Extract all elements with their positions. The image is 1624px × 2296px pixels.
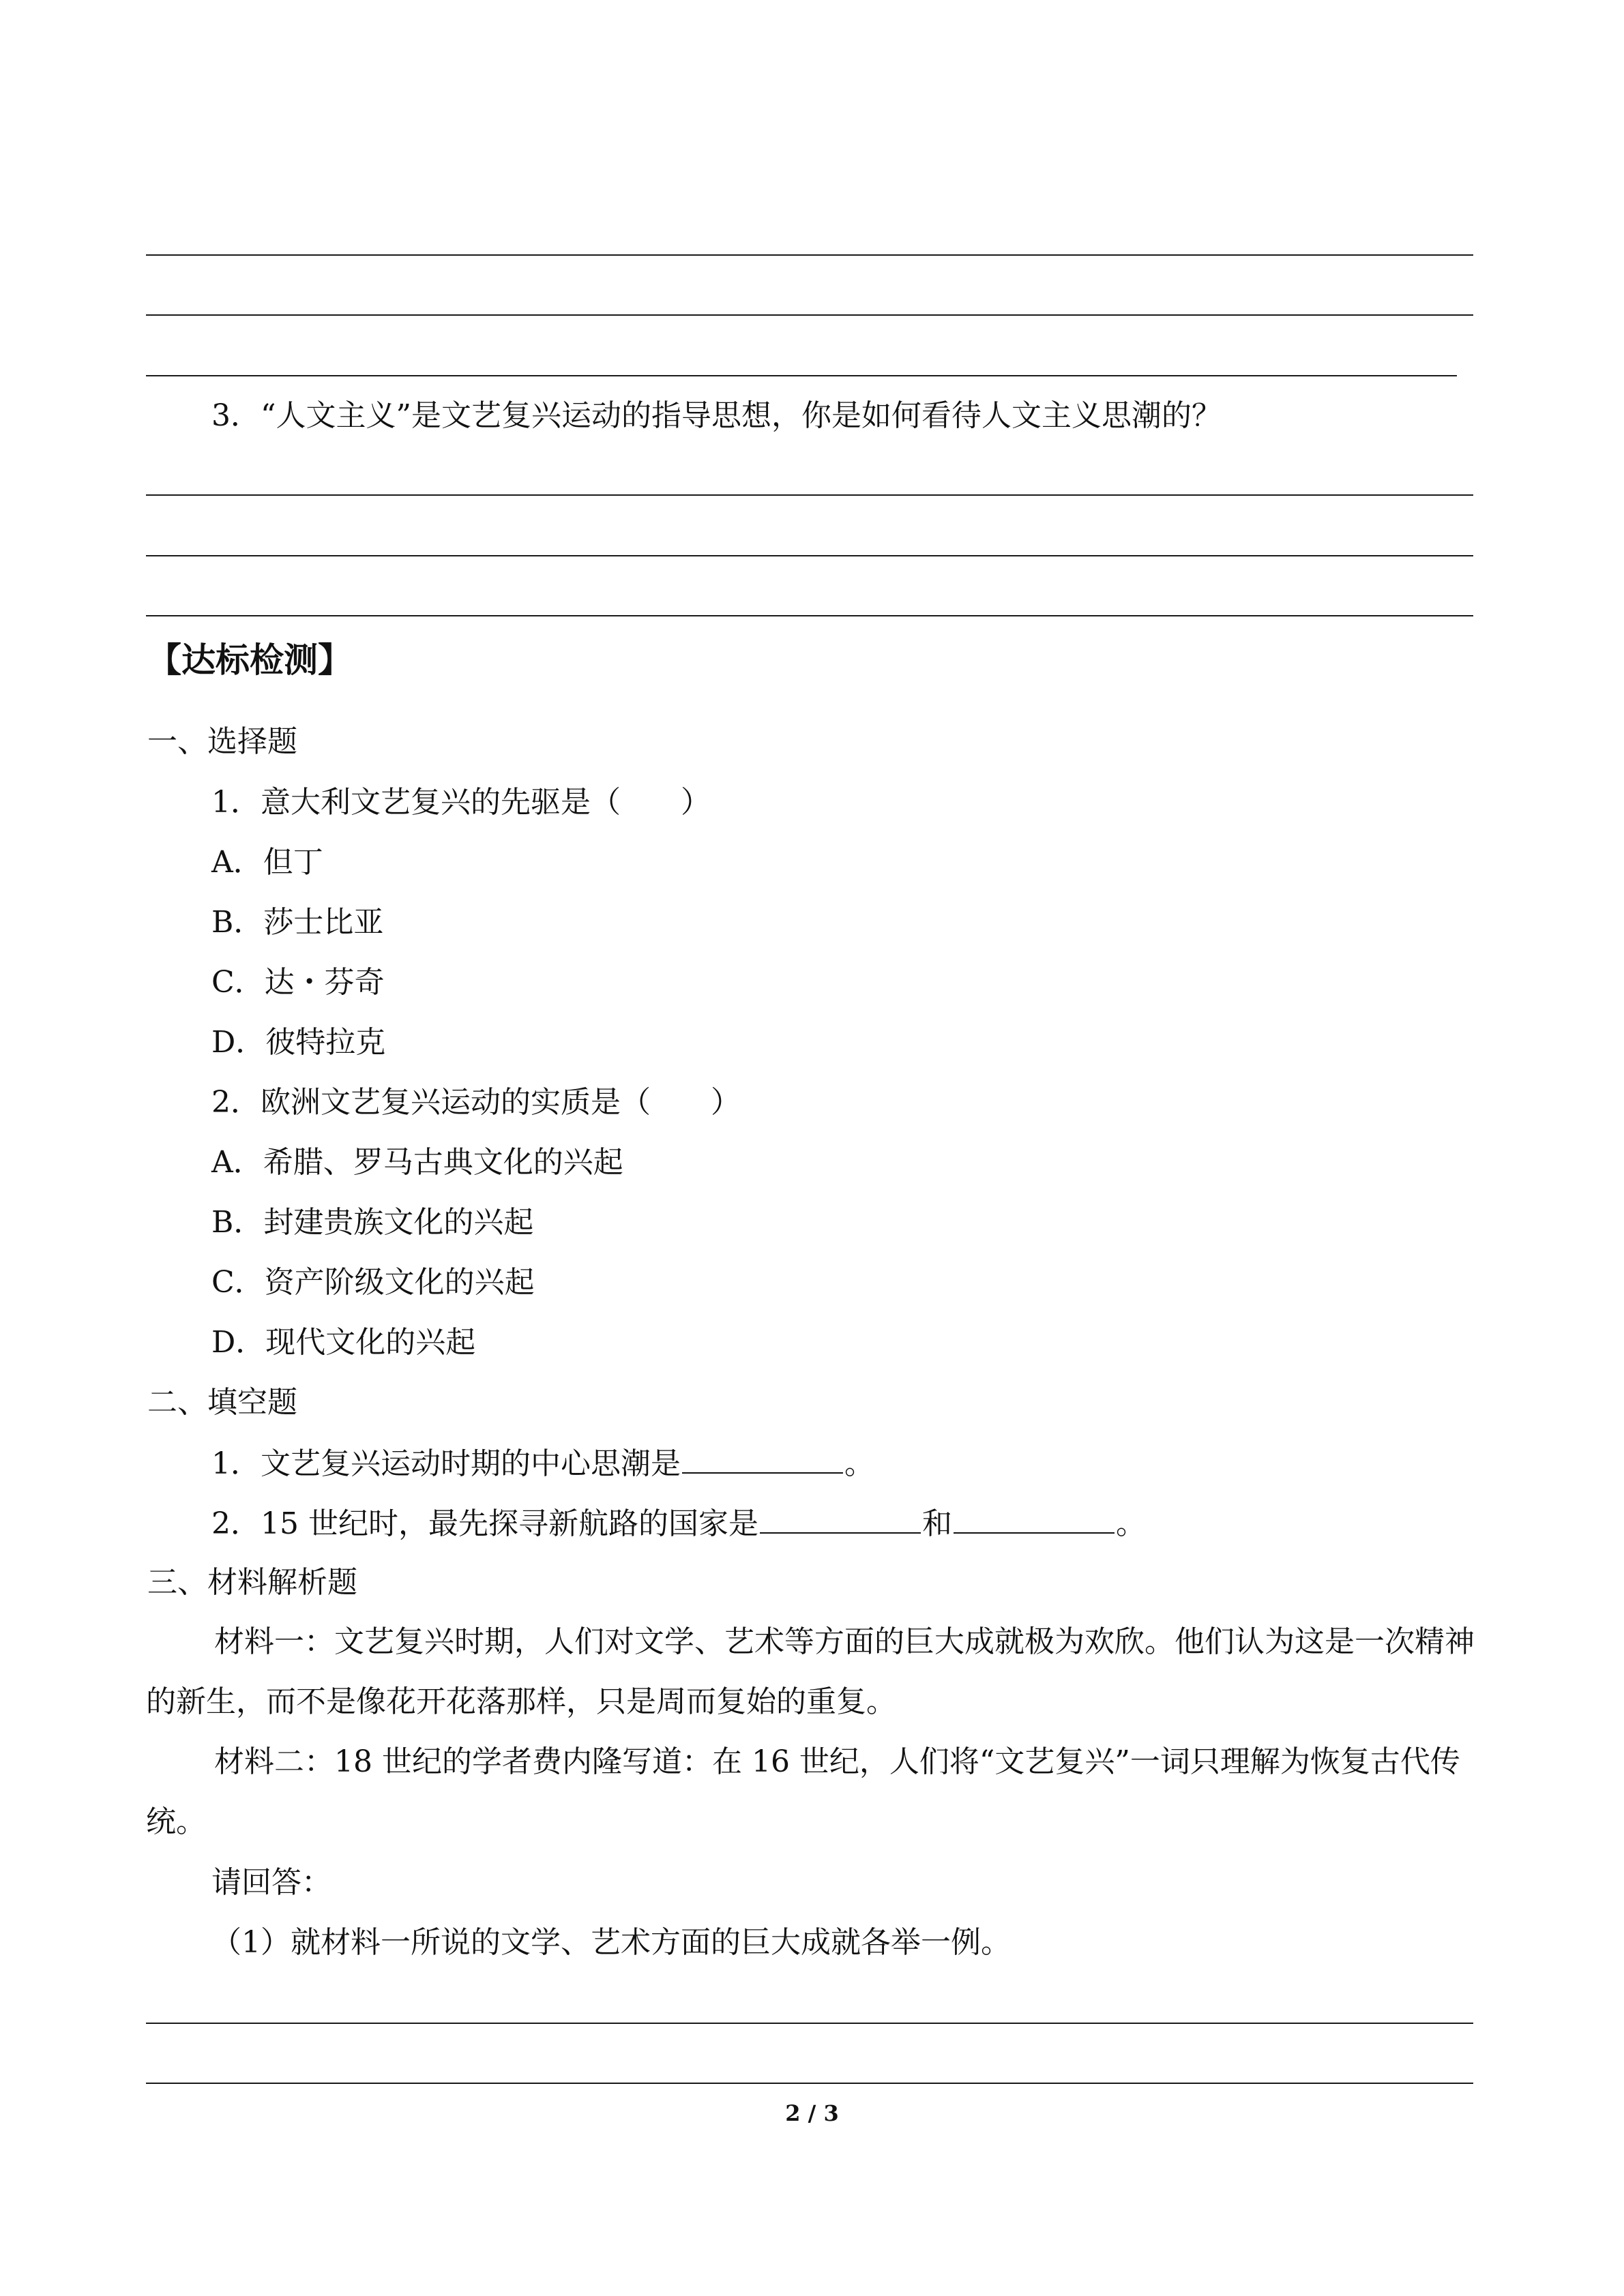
page-number: 2 / 3 — [785, 2100, 839, 2126]
mc-q2-stem: 2．欧洲文艺复兴运动的实质是（ ） — [211, 1085, 741, 1120]
part1-title: 一、选择题 — [147, 724, 297, 759]
answer-line — [146, 314, 1473, 316]
mc-q2-option-d: D．现代文化的兴起 — [211, 1325, 476, 1360]
part3-title: 三、材料解析题 — [147, 1565, 357, 1600]
answer-prompt: 请回答： — [211, 1865, 331, 1900]
fill-q1 — [211, 1442, 874, 1485]
material-1: 材料一：文艺复兴时期，人们对文学、艺术等方面的巨大成就极为欢欣。他们认为这是一次精神的新生，而不是像花开花落那样，只是周而复始的重复。 — [146, 1624, 1475, 1719]
subquestion-1: （1）就材料一所说的文学、艺术方面的巨大成就各举一例。 — [211, 1925, 1011, 1960]
material-2: 材料二：18 世纪的学者费内隆写道：在 16 世纪，人们将“文艺复兴”一词只理解为恢复古代传统。 — [146, 1744, 1460, 1839]
mc-q1-option-c: C．达・芬奇 — [211, 965, 385, 1000]
fill-blank[interactable] — [760, 1502, 921, 1534]
fill-q2-connector: 和 — [921, 1506, 952, 1541]
answer-line — [146, 494, 1473, 496]
section-title: 【达标检测】 — [147, 640, 352, 680]
answer-line — [146, 375, 1457, 376]
mc-q2-option-a: A．希腊、罗马古典文化的兴起 — [211, 1145, 623, 1180]
answer-line — [146, 2023, 1473, 2024]
mc-q1-stem: 1．意大利文艺复兴的先驱是（ ） — [211, 785, 711, 820]
answer-line — [146, 2083, 1473, 2084]
mc-q1-option-a: A．但丁 — [211, 845, 323, 880]
answer-line — [146, 555, 1473, 556]
part2-title: 二、填空题 — [147, 1385, 297, 1420]
fill-q1-text: 1．文艺复兴运动时期的中心思潮是 — [211, 1446, 681, 1481]
fill-q2 — [211, 1502, 1146, 1545]
mc-q1-option-d: D．彼特拉克 — [211, 1025, 386, 1060]
fill-blank[interactable] — [682, 1442, 843, 1474]
answer-line — [146, 615, 1473, 616]
fill-blank[interactable] — [954, 1502, 1114, 1534]
mc-q2-option-c: C．资产阶级文化的兴起 — [211, 1265, 535, 1300]
mc-q1-option-b: B．莎士比亚 — [211, 905, 384, 940]
fill-q2-text: 2．15 世纪时，最先探寻新航路的国家是 — [211, 1506, 758, 1541]
fill-q2-end: 。 — [1115, 1506, 1146, 1541]
answer-line — [146, 254, 1473, 256]
fill-q1-end: 。 — [844, 1446, 874, 1481]
mc-q2-option-b: B．封建贵族文化的兴起 — [211, 1205, 534, 1240]
question-3: 3．“人文主义”是文艺复兴运动的指导思想，你是如何看待人文主义思潮的？ — [211, 398, 1222, 433]
